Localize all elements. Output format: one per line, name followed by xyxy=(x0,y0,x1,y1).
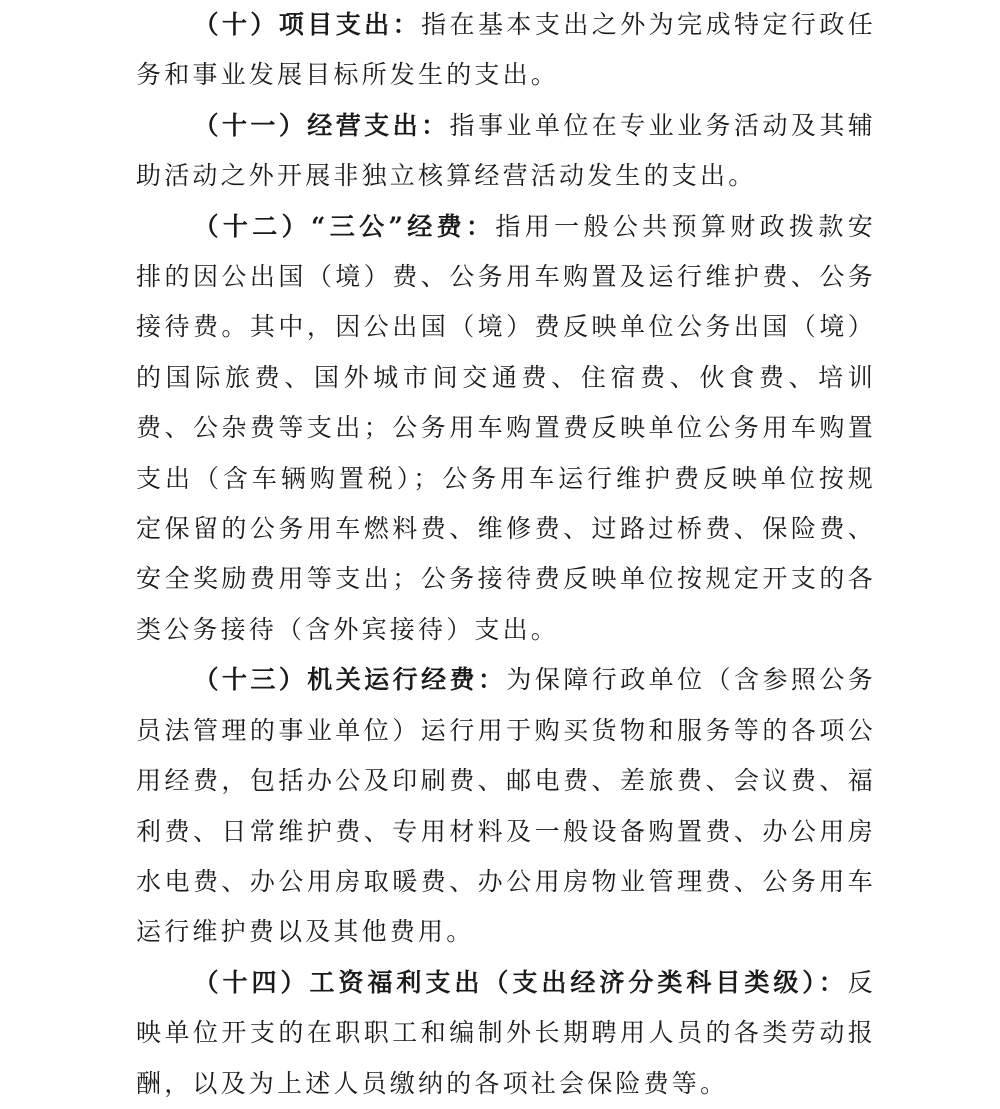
paragraph-agency-operating-funds xyxy=(136,655,876,957)
definition-agency-operating-funds: 为保障行政单位（含参照公务员法管理的事业单位）运行用于购买货物和服务等的各项公用经费，包括办公及印刷费、邮电费、差旅费、会议费、福利费、日常维护费、专用材料及一般设备购置费、办公用房水电费、办公用房取暖费、办公用房物业管理费、公务用车运行维护费以及其他费用。 xyxy=(136,665,876,947)
paragraph-operating-expenditure xyxy=(136,101,876,202)
paragraph-three-public-funds xyxy=(136,202,876,656)
term-agency-operating-funds: （十三）机关运行经费： xyxy=(193,665,507,695)
paragraph-wages-welfare xyxy=(136,958,876,1109)
paragraph-project-expenditure xyxy=(136,0,876,101)
definition-project-expenditure: 指在基本支出之外为完成特定行政任务和事业发展目标所发生的支出。 xyxy=(136,10,877,90)
definition-wages-welfare: 反映单位开支的在职职工和编制外长期聘用人员的各类劳动报酬，以及为上述人员缴纳的各项社会保险费等。 xyxy=(136,967,876,1098)
definition-three-public-funds: 指用一般公共预算财政拨款安排的因公出国（境）费、公务用车购置及运行维护费、公务接待费。其中，因公出国（境）费反映单位公务出国（境）的国际旅费、国外城市间交通费、住宿费、伙食费、培训费、公杂费等支出；公务用车购置费反映单位公务用车购置支出（含车辆购置税）；公务用车运行维护费反映单位按规定保留的公务用车燃料费、维修费、过路过桥费、保险费、安全奖励费用等支出；公务接待费反映单位按规定开支的各类公务接待（含外宾接待）支出。 xyxy=(136,211,876,644)
term-project-expenditure: （十）项目支出： xyxy=(193,10,422,39)
term-operating-expenditure: （十一）经营支出： xyxy=(193,110,450,140)
document-page xyxy=(136,0,876,1109)
term-three-public-funds: （十二）“三公”经费： xyxy=(193,211,496,241)
term-wages-welfare: （十四）工资福利支出（支出经济分类科目类级）： xyxy=(193,967,848,997)
definition-operating-expenditure: 指事业单位在专业业务活动及其辅助活动之外开展非独立核算经营活动发生的支出。 xyxy=(136,110,876,191)
